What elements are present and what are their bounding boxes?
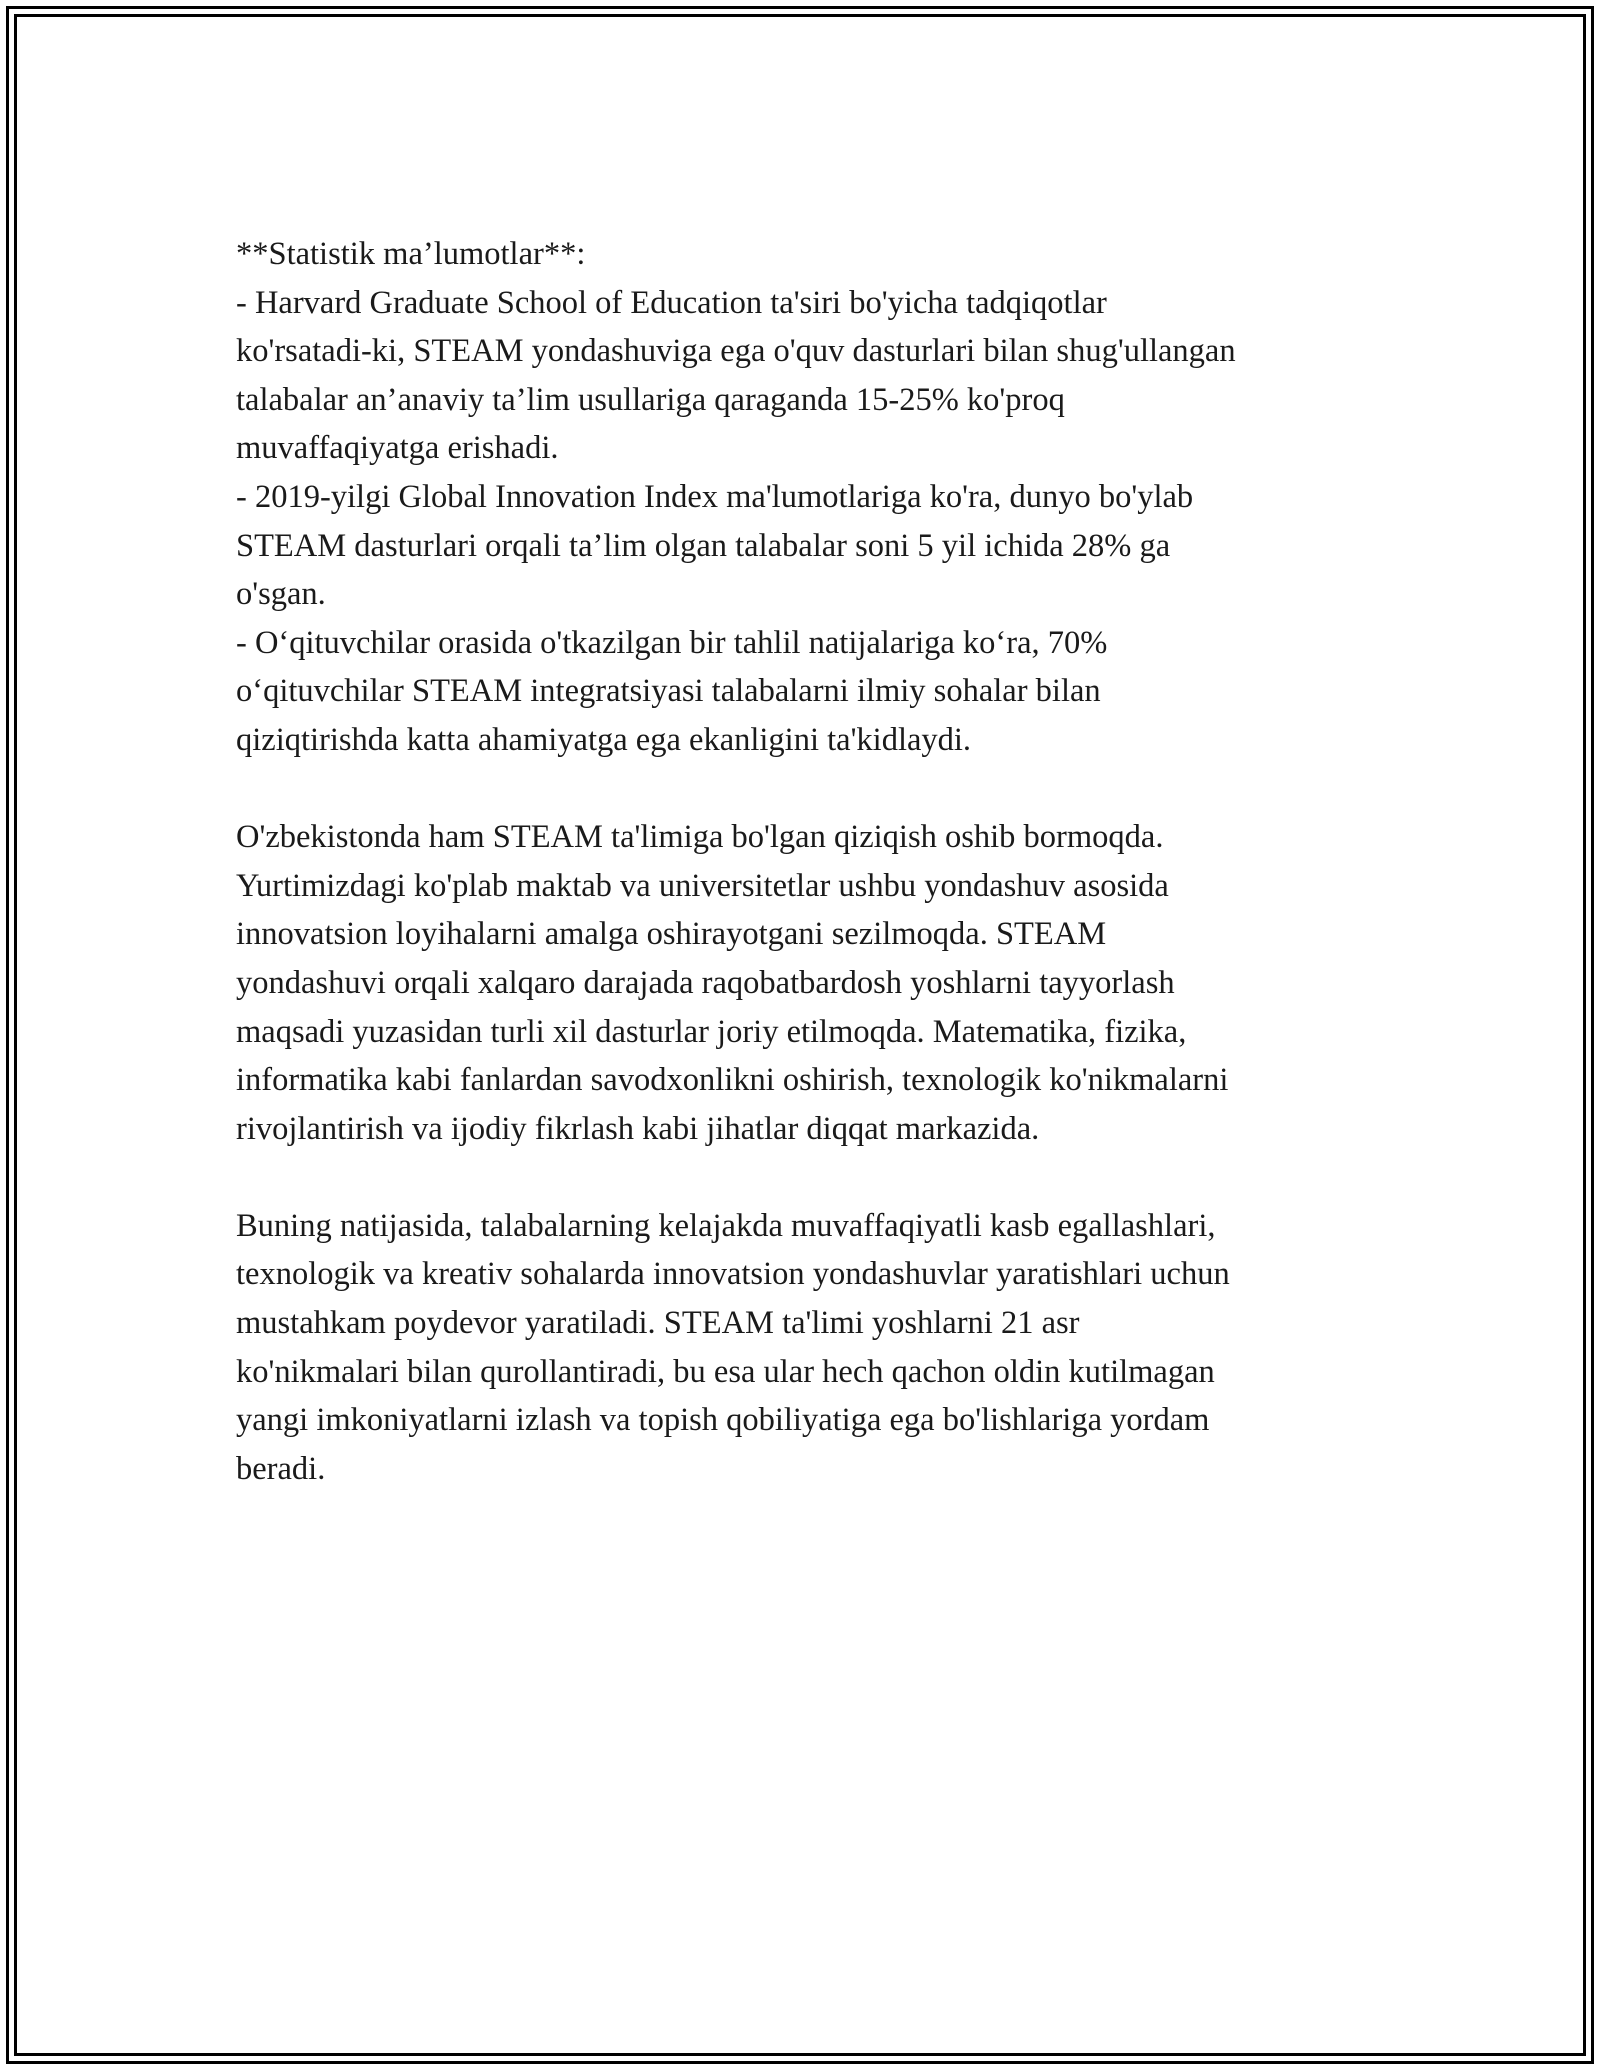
uzbekistan-paragraph (236, 813, 1386, 1153)
text-line: rivojlantirish va ijodiy fikrlash kabi jihatlar diqqat markazida. (236, 1110, 1040, 1147)
text-line: ko'nikmalari bilan qurollantiradi, bu esa ular hech qachon oldin kutilmagan (236, 1353, 1215, 1390)
text-line: informatika kabi fanlardan savodxonlikni oshirish, texnologik ko'nikmalarni (236, 1062, 1229, 1099)
text-line: texnologik va kreativ sohalarda innovatsion yondashuvlar yaratishlari uchun (236, 1256, 1230, 1293)
text-line: - 2019-yilgi Global Innovation Index ma'lumotlariga ko'ra, dunyo bo'ylab (236, 478, 1194, 515)
paragraph-spacer (236, 765, 1386, 814)
text-line: maqsadi yuzasidan turli xil dasturlar joriy etilmoqda. Matematika, fizika, (236, 1013, 1187, 1050)
text-line: beradi. (236, 1450, 326, 1487)
text-line: ko'rsatadi-ki, STEAM yondashuviga ega o'quv dasturlari bilan shug'ullangan (236, 333, 1236, 370)
text-line: Buning natijasida, talabalarning kelajakda muvaffaqiyatli kasb egallashlari, (236, 1207, 1216, 1244)
text-line: Yurtimizdagi ko'plab maktab va universitetlar ushbu yondashuv asosida (236, 867, 1169, 904)
text-line: STEAM dasturlari orqali ta’lim olgan talabalar soni 5 yil ichida 28% ga (236, 527, 1171, 564)
text-line: talabalar an’anaviy ta’lim usullariga qaraganda 15-25% ko'proq (236, 381, 1065, 418)
paragraph-spacer (236, 1153, 1386, 1202)
statistics-heading: **Statistik ma’lumotlar**: (236, 236, 586, 272)
conclusion-paragraph (236, 1202, 1386, 1494)
text-line: - O‘qituvchilar orasida o'tkazilgan bir tahlil natijalariga ko‘ra, 70% (236, 624, 1108, 661)
statistics-section (236, 230, 1386, 765)
text-line: O'zbekistonda ham STEAM ta'limiga bo'lgan qiziqish oshib bormoqda. (236, 819, 1164, 856)
text-line: yangi imkoniyatlarni izlash va topish qobiliyatiga ega bo'lishlariga yordam (236, 1402, 1210, 1439)
text-line: muvaffaqiyatga erishadi. (236, 430, 559, 467)
text-line: o‘qituvchilar STEAM integratsiyasi talabalarni ilmiy sohalar bilan (236, 673, 1101, 710)
text-line: qiziqtirishda katta ahamiyatga ega ekanligini ta'kidlaydi. (236, 721, 972, 758)
text-line: o'sgan. (236, 576, 326, 613)
text-line: - Harvard Graduate School of Education ta'siri bo'yicha tadqiqotlar (236, 284, 1107, 321)
text-line: yondashuvi orqali xalqaro darajada raqobatbardosh yoshlarni tayyorlash (236, 964, 1175, 1001)
text-line: mustahkam poydevor yaratiladi. STEAM ta'limi yoshlarni 21 asr (236, 1305, 1080, 1342)
text-line: innovatsion loyihalarni amalga oshirayotgani sezilmoqda. STEAM (236, 916, 1107, 953)
document-body (236, 230, 1386, 1493)
